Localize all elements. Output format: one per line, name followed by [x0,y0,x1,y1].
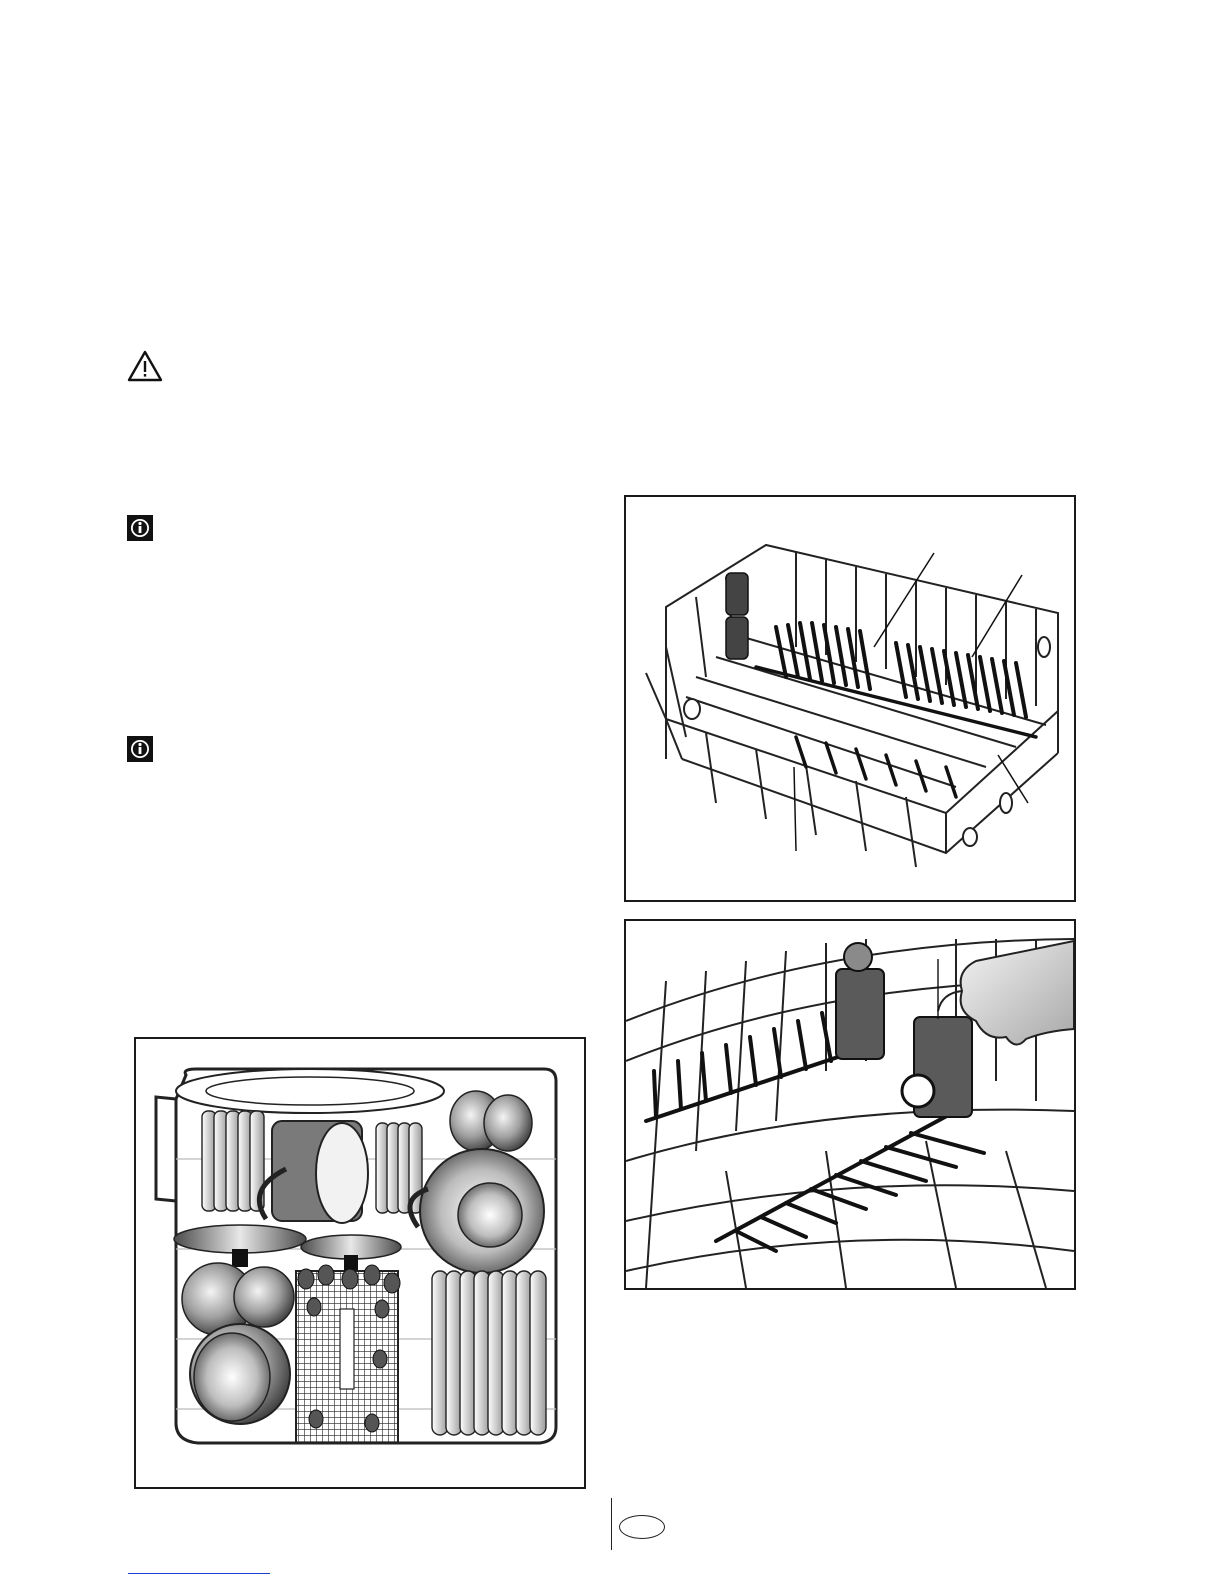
footer-divider [611,1498,612,1550]
warning-triangle-icon [127,350,163,382]
language-badge [619,1515,665,1539]
loaded-lower-basket-figure [134,1037,586,1489]
info-icon [127,736,153,762]
info-icon [127,515,153,541]
foldable-rack-detail-figure [624,919,1076,1290]
footer-link-underline[interactable] [128,1573,270,1574]
lower-basket-diagram-figure [624,495,1076,902]
